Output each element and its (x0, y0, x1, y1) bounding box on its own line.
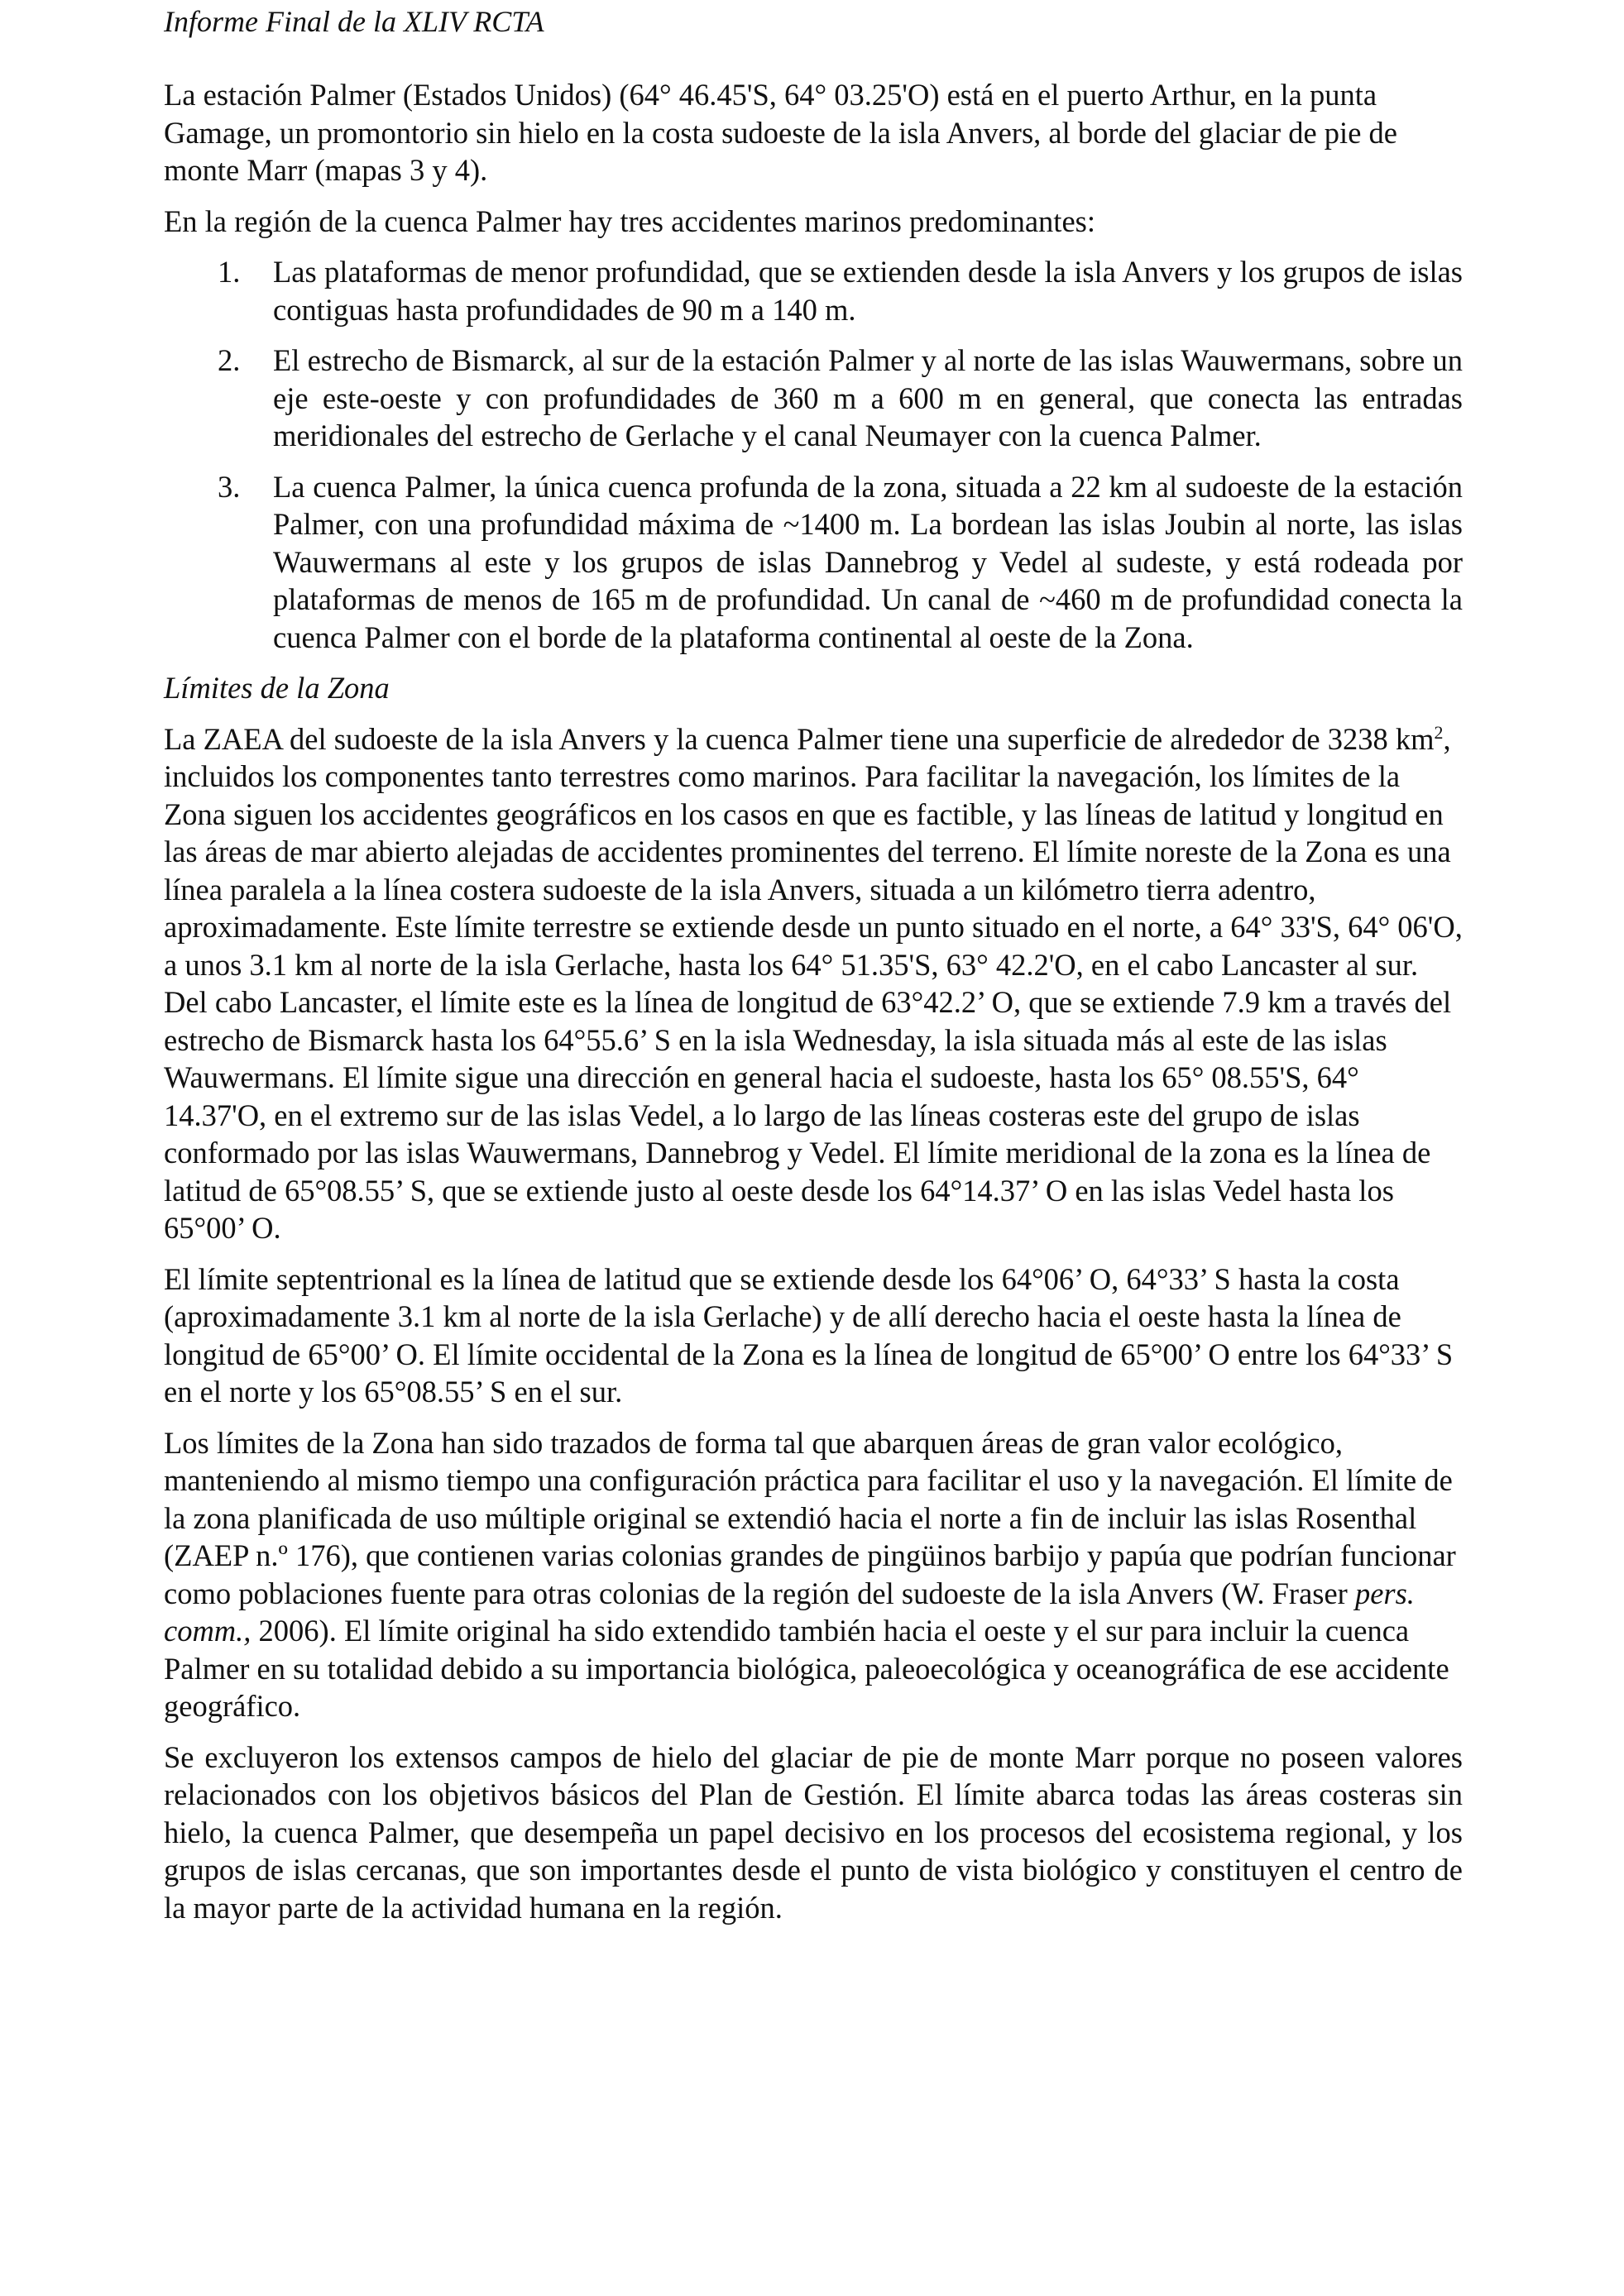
limits-text-part-b: , incluidos los componentes tanto terrestres como marinos. Para facilitar la navegación, los límites de la Zona siguen los accidentes geográficos en los casos en que es factible, y las líneas de latitud y longitud en las áreas de mar abierto alejadas de accidentes prominentes del terreno. El límite noreste de la Zona es una línea paralela a la línea costera sudoeste de la isla Anvers, situada a un kilómetro tierra adentro, aproximadamente. Este límite terrestre se extiende desde un punto situado en el norte, a 64° 33'S, 64° 06'O, a unos 3.1 km al norte de la isla Gerlache, hasta los 64° 51.35'S, 63° 42.2'O, en el cabo Lancaster al sur. Del cabo Lancaster, el límite este es la línea de longitud de 63°42.2’ O, que se extiende 7.9 km a través del estrecho de Bismarck hasta los 64°55.6’ S en la isla Wednesday, la isla situada más al este de las islas Wauwermans. El límite sigue una dirección en general hacia el sudoeste, hasta los 65° 08.55'S, 64° 14.37'O, en el extremo sur de las islas Vedel, a lo largo de las líneas costeras este del grupo de islas conformado por las islas Wauwermans, Dannebrog y Vedel. El límite meridional de la zona es la línea de latitud de 65°08.55’ S, que se extiende justo al oeste desde los 64°14.37’ O en las islas Vedel hasta los 65°00’ O. (164, 721, 1463, 1245)
list-item-number: 1. (218, 255, 241, 289)
list-item-text: El estrecho de Bismarck, al sur de la estación Palmer y al norte de las islas Wauwermans, sobre un eje este-oeste y con profundidades de 360 m a 600 m en general, que conecta las entradas meridionales del estrecho de Gerlache y el canal Neumayer con la cuenca Palmer. (273, 343, 1463, 452)
list-item-number: 3. (218, 469, 241, 504)
rationale-text-part-a: Los límites de la Zona han sido trazados de forma tal que abarquen áreas de gran valor ecológico, manteniendo al mismo tiempo una configuración práctica para facilitar el uso y la navegación. El límite de la zona planificada de uso múltiple original se extendió hacia el norte a fin de incluir las islas Rosenthal (ZAEP n.º 176), que contienen varias colonias grandes de pingüinos barbijo y papúa que podrían funcionar como poblaciones fuente para otras colonias de la región del sudoeste de la isla Anvers (W. Fraser (164, 1425, 1456, 1610)
list-item (164, 468, 1463, 657)
paragraph-limits-description (164, 720, 1463, 1247)
paragraph-marine-features-intro: En la región de la cuenca Palmer hay tres accidentes marinos predominantes: (164, 203, 1095, 238)
superscript-squared: 2 (1434, 721, 1444, 743)
list-item-number: 2. (218, 343, 241, 377)
marine-features-list (164, 253, 1463, 656)
paragraph-exclusions: Se excluyeron los extensos campos de hielo del glaciar de pie de monte Marr porque no poseen valores relacionados con los objetivos básicos del Plan de Gestión. El límite abarca todas las áreas costeras sin hielo, la cuenca Palmer, que desempeña un papel decisivo en los procesos del ecosistema regional, y los grupos de islas cercanas, que son importantes desde el punto de vista biológico y constituyen el centro de la mayor parte de la actividad humana en la región. (164, 1739, 1463, 1925)
list-item-text: Las plataformas de menor profundidad, que se extienden desde la isla Anvers y los grupos de islas contiguas hasta profundidades de 90 m a 140 m. (273, 255, 1463, 327)
list-item (164, 342, 1463, 455)
citation-italic: pers. comm., (164, 1576, 1415, 1648)
document-body (164, 76, 1463, 1940)
list-item (164, 253, 1463, 328)
paragraph-station-location: La estación Palmer (Estados Unidos) (64° 46.45'S, 64° 03.25'O) está en el puerto Arthur, en la punta Gamage, un promontorio sin hielo en la costa sudoeste de la isla Anvers, al borde del glaciar de pie de monte Marr (mapas 3 y 4). (164, 78, 1397, 187)
section-heading-limits: Límites de la Zona (164, 671, 390, 705)
limits-text-part-a: La ZAEA del sudoeste de la isla Anvers y la cuenca Palmer tiene una superficie de alrededor de 3238 km (164, 721, 1435, 756)
list-item-text: La cuenca Palmer, la única cuenca profunda de la zona, situada a 22 km al sudoeste de la estación Palmer, con una profundidad máxima de ~1400 m. La bordean las islas Joubin al norte, las islas Wauwermans al este y los grupos de islas Dannebrog y Vedel al sudeste, y está rodeada por plataformas de menos de 165 m de profundidad. Un canal de ~460 m de profundidad conecta la cuenca Palmer con el borde de la plataforma continental al oeste de la Zona. (273, 469, 1463, 654)
paragraph-limits-rationale (164, 1424, 1463, 1725)
running-header: Informe Final de la XLIV RCTA (164, 5, 544, 38)
paragraph-northern-western-limits: El límite septentrional es la línea de latitud que se extiende desde los 64°06’ O, 64°33’ S hasta la costa (aproximadamente 3.1 km al norte de la isla Gerlache) y de allí derecho hacia el oeste hasta la línea de longitud de 65°00’ O. El límite occidental de la Zona es la línea de longitud de 65°00’ O entre los 64°33’ S en el norte y los 65°08.55’ S en el sur. (164, 1261, 1454, 1409)
rationale-text-part-b: 2006). El límite original ha sido extendido también hacia el oeste y el sur para incluir la cuenca Palmer en su totalidad debido a su importancia biológica, paleoecológica y oceanográfica de ese accidente geográfico. (164, 1614, 1449, 1723)
